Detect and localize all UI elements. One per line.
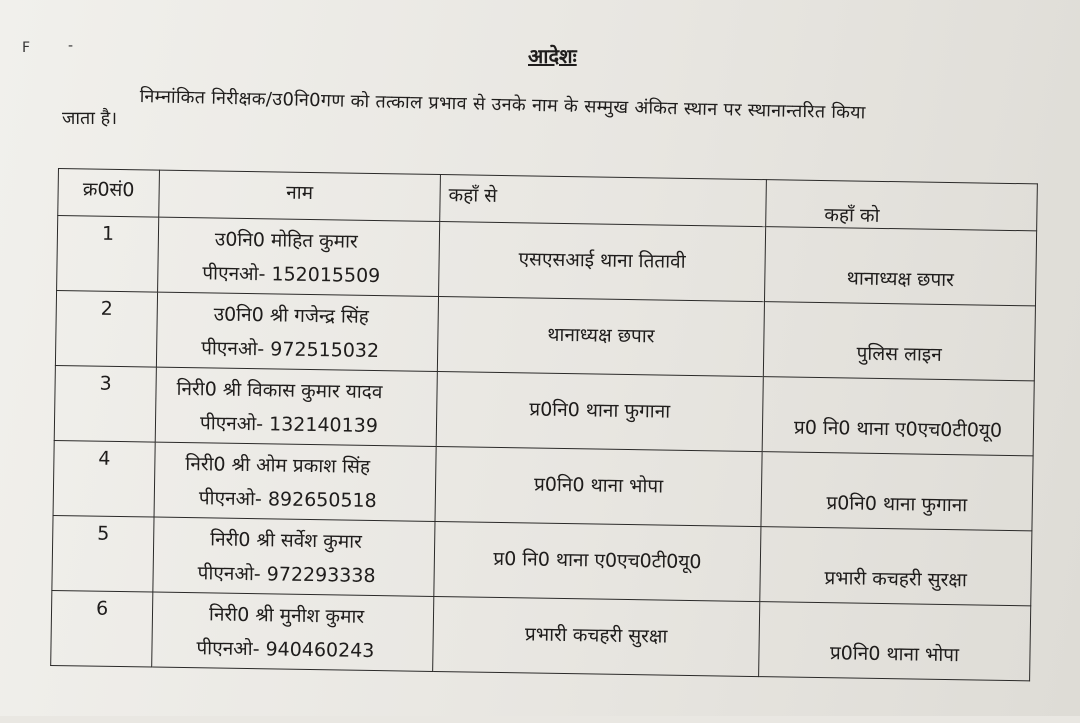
cell-serial-no: 6 — [51, 590, 153, 667]
cell-from: प्र0 नि0 थाना ए0एच0टी0यू0 — [434, 521, 761, 601]
cell-from: प्र0नि0 थाना भोपा — [435, 446, 762, 526]
cell-to: पुलिस लाइन — [763, 302, 1035, 381]
cell-pno: पीएनओ- 132140139 — [199, 412, 379, 438]
cell-pno: पीएनओ- 972293338 — [197, 562, 376, 588]
cell-pno: पीएनओ- 892650518 — [198, 487, 377, 513]
cell-to: प्र0 नि0 थाना ए0एच0टी0यू0 — [762, 377, 1034, 456]
cell-name: निरी0 श्री मुनीश कुमार पीएनओ- 940460243 — [152, 592, 434, 671]
cell-serial-no: 4 — [53, 440, 155, 517]
order-title: आदेशः — [528, 44, 577, 68]
cell-pno: पीएनओ- 972515032 — [201, 337, 380, 363]
order-intro-line1: निम्नांकित निरीक्षक/उ0नि0गण को तत्काल प्रभाव से उनके नाम के सम्मुख अंकित स्थान पर स्थानान्तरित किया — [139, 85, 866, 124]
cell-name: निरी0 श्री सर्वेश कुमार पीएनओ- 972293338 — [153, 517, 435, 596]
cell-serial-no: 1 — [57, 216, 159, 293]
cell-pno: पीएनओ- 940460243 — [196, 637, 375, 663]
cell-from: प्र0नि0 थाना फुगाना — [436, 371, 763, 451]
header-to: कहाँ को — [766, 180, 1038, 231]
cell-name: निरी0 श्री ओम प्रकाश सिंह पीएनओ- 892650518 — [154, 442, 436, 521]
cell-from: प्रभारी कचहरी सुरक्षा — [433, 596, 760, 676]
cell-pno: पीएनओ- 152015509 — [202, 262, 381, 288]
table-row — [51, 590, 1031, 680]
cell-to: प्र0नि0 थाना भोपा — [759, 602, 1031, 681]
cell-serial-no: 2 — [55, 290, 157, 367]
cell-to: थानाध्यक्ष छपार — [764, 227, 1036, 306]
cell-name: उ0नि0 श्री गजेन्द्र सिंह पीएनओ- 972515032 — [156, 292, 438, 371]
cell-serial-no: 5 — [52, 515, 154, 592]
header-serial-no: क्र0सं0 — [58, 169, 160, 218]
header-name: नाम — [159, 170, 441, 221]
transfer-table-container — [50, 168, 1038, 723]
cell-to: प्र0नि0 थाना फुगाना — [761, 452, 1033, 531]
header-from: कहाँ से — [440, 175, 767, 227]
cell-serial-no: 3 — [54, 365, 156, 442]
corner-mark: - — [68, 38, 74, 54]
transfer-table — [50, 168, 1038, 681]
order-intro-line2: जाता है। — [62, 108, 118, 129]
cell-name: उ0नि0 मोहित कुमार पीएनओ- 152015509 — [158, 217, 440, 296]
cell-from: एसएसआई थाना तितावी — [439, 222, 766, 302]
cell-to: प्रभारी कचहरी सुरक्षा — [760, 527, 1032, 606]
cell-from: थानाध्यक्ष छपार — [437, 296, 764, 376]
cell-name: निरी0 श्री विकास कुमार यादव पीएनओ- 132140139 — [155, 367, 437, 446]
corner-mark: F — [22, 40, 31, 56]
